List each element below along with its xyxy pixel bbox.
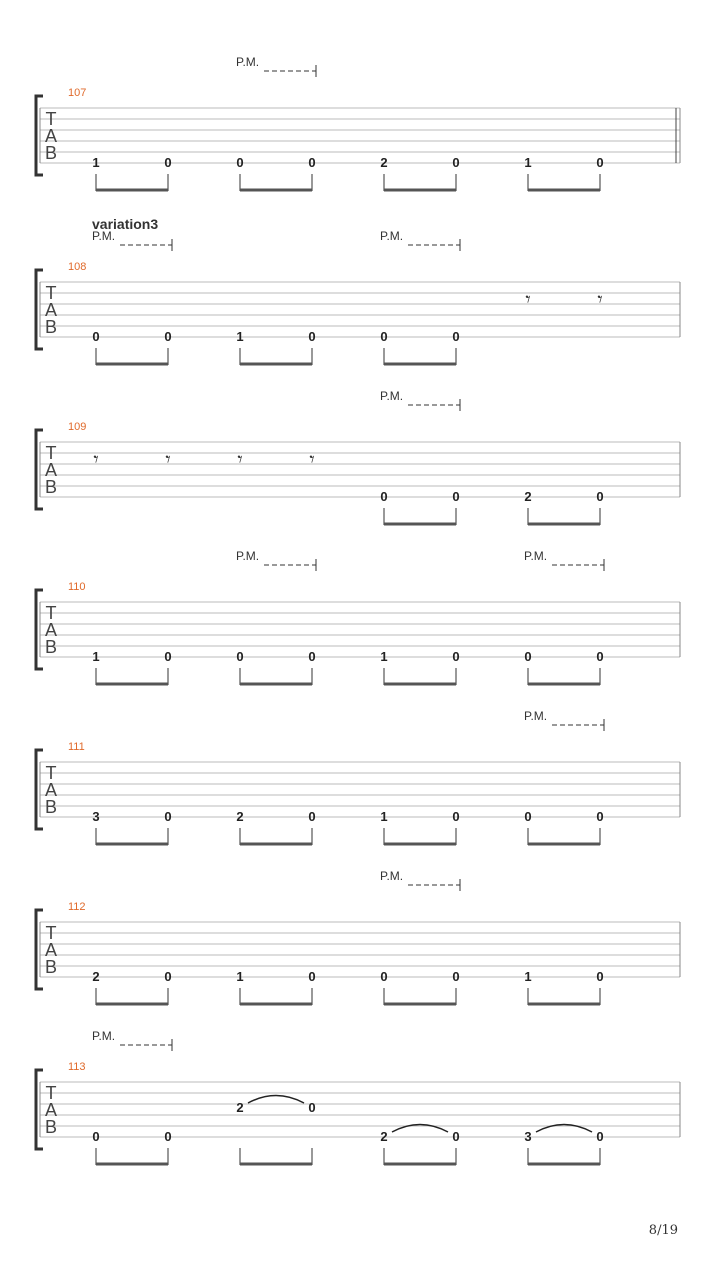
palm-mute-label: P.M. (92, 1029, 116, 1043)
fret-number: 0 (596, 649, 604, 664)
measure-number: 111 (68, 741, 85, 753)
tab-clef-letter: B (44, 317, 58, 337)
fret-number: 0 (452, 489, 460, 504)
tab-clef-letter: B (44, 143, 58, 163)
tab-clef-letter: A (44, 1100, 58, 1120)
fret-number: 0 (308, 329, 316, 344)
fret-number: 0 (308, 155, 316, 170)
palm-mute-label: P.M. (524, 549, 548, 563)
fret-number: 0 (596, 969, 604, 984)
tab-clef-letter: A (44, 300, 58, 320)
fret-number: 0 (380, 489, 388, 504)
fret-number: 0 (164, 809, 172, 824)
fret-number: 1 (236, 969, 244, 984)
eighth-rest: 𝄾 (309, 447, 315, 471)
eighth-rest: 𝄾 (597, 287, 603, 311)
fret-number: 0 (308, 809, 316, 824)
fret-number: 2 (236, 809, 244, 824)
palm-mute-label: P.M. (380, 389, 404, 403)
fret-number: 0 (164, 1129, 172, 1144)
tab-clef-letter: T (45, 283, 57, 303)
fret-number: 0 (308, 969, 316, 984)
measure-number: 107 (68, 87, 87, 99)
slur (248, 1096, 304, 1104)
tab-clef-letter: T (45, 603, 57, 623)
tab-clef-letter: B (44, 957, 58, 977)
fret-number: 0 (452, 329, 460, 344)
fret-number: 0 (164, 155, 172, 170)
fret-number: 2 (524, 489, 532, 504)
fret-number: 2 (380, 1129, 388, 1144)
tab-clef-letter: A (44, 620, 58, 640)
eighth-rest: 𝄾 (237, 447, 243, 471)
fret-number: 0 (524, 649, 532, 664)
fret-number: 0 (380, 969, 388, 984)
fret-number: 0 (452, 1129, 460, 1144)
fret-number: 0 (452, 809, 460, 824)
measure-number: 112 (68, 901, 86, 913)
fret-number: 0 (596, 809, 604, 824)
fret-number: 0 (524, 809, 532, 824)
fret-number: 0 (236, 155, 244, 170)
fret-number: 0 (236, 649, 244, 664)
fret-number: 1 (524, 155, 532, 170)
fret-number: 0 (596, 489, 604, 504)
measure-number: 110 (68, 581, 86, 593)
tab-clef-letter: B (44, 637, 58, 657)
fret-number: 0 (452, 969, 460, 984)
fret-number: 0 (92, 329, 100, 344)
palm-mute-label: P.M. (236, 549, 260, 563)
section-text: variation3 (92, 216, 159, 232)
tab-clef-letter: A (44, 780, 58, 800)
tab-clef-letter: B (44, 797, 58, 817)
fret-number: 0 (452, 155, 460, 170)
palm-mute-label: P.M. (92, 229, 116, 243)
fret-number: 0 (308, 649, 316, 664)
tab-clef-letter: B (44, 1117, 58, 1137)
fret-number: 2 (380, 155, 388, 170)
fret-number: 0 (380, 329, 388, 344)
eighth-rest: 𝄾 (93, 447, 99, 471)
fret-number: 3 (92, 809, 100, 824)
eighth-rest: 𝄾 (525, 287, 531, 311)
page-number: 8/19 (648, 1223, 678, 1238)
fret-number: 0 (452, 649, 460, 664)
fret-number: 0 (308, 1100, 316, 1115)
fret-number: 1 (380, 649, 388, 664)
fret-number: 0 (596, 155, 604, 170)
tab-clef-letter: A (44, 460, 58, 480)
fret-number: 1 (92, 649, 100, 664)
tab-clef-letter: B (44, 477, 58, 497)
fret-number: 1 (380, 809, 388, 824)
measure-number: 109 (68, 421, 87, 433)
fret-number: 1 (524, 969, 532, 984)
tab-clef-letter: T (45, 443, 57, 463)
fret-number: 0 (596, 1129, 604, 1144)
palm-mute-label: P.M. (524, 709, 548, 723)
palm-mute-label: P.M. (380, 229, 404, 243)
measure-number: 113 (68, 1061, 86, 1073)
tab-clef-letter: T (45, 1083, 57, 1103)
palm-mute-label: P.M. (380, 869, 404, 883)
eighth-rest: 𝄾 (165, 447, 171, 471)
palm-mute-label: P.M. (236, 55, 260, 69)
fret-number: 1 (236, 329, 244, 344)
tab-clef-letter: T (45, 109, 57, 129)
tab-clef-letter: T (45, 923, 57, 943)
fret-number: 0 (164, 329, 172, 344)
fret-number: 0 (92, 1129, 100, 1144)
fret-number: 3 (524, 1129, 532, 1144)
tab-clef-letter: A (44, 940, 58, 960)
tab-clef-letter: A (44, 126, 58, 146)
fret-number: 0 (164, 969, 172, 984)
fret-number: 2 (92, 969, 100, 984)
fret-number: 0 (164, 649, 172, 664)
fret-number: 2 (236, 1100, 244, 1115)
tab-clef-letter: T (45, 763, 57, 783)
measure-number: 108 (68, 261, 87, 273)
fret-number: 1 (92, 155, 100, 170)
